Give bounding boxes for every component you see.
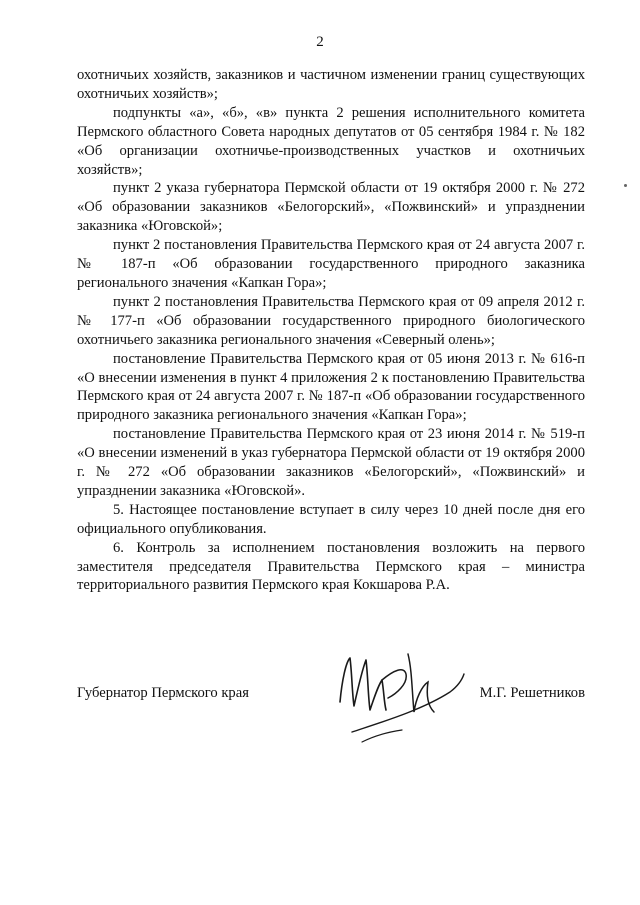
signature-block <box>77 685 585 709</box>
paragraph: пункт 2 постановления Правительства Пермского края от 24 августа 2007 г. № 187-п «Об образовании государственного природного заказника регионального значения «Капкан Гора»; <box>77 237 585 291</box>
document-body <box>77 66 585 595</box>
paragraph: пункт 2 указа губернатора Пермской области от 19 октября 2000 г. № 272 «Об образовании заказников «Белогорский», «Пожвинский» и упразднении заказника «Юговской»; <box>77 180 585 235</box>
signatory-title: Губернатор Пермского края <box>77 685 249 701</box>
paragraph: подпункты «а», «б», «в» пункта 2 решения исполнительного комитета Пермского областного Совета народных депутатов от 05 сентября 1984 г. № 182 «Об организации охотничье-производственных участков и охотничьих хозяйств»; <box>77 104 585 178</box>
page-number: 2 <box>316 34 324 50</box>
paragraph: постановление Правительства Пермского края от 05 июня 2013 г. № 616-п «О внесении изменения в пункт 4 приложения 2 к постановлению Правительства Пермского края от 24 августа 2007 г. № 187-п «Об образовании государственного природного заказника регионального значения «Капкан Гора»; <box>77 350 585 424</box>
margin-dot <box>624 184 627 187</box>
paragraph: 6. Контроль за исполнением постановления возложить на первого заместителя председателя Правительства Пермского края – министра территориального развития Пермского края Кокшарова Р.А. <box>77 539 585 594</box>
paragraph: пункт 2 постановления Правительства Пермского края от 09 апреля 2012 г. № 177-п «Об образовании государственного природного биологического охотничьего заказника регионального значения «Северный олень»; <box>77 293 585 348</box>
paragraph: охотничьих хозяйств, заказников и частичном изменении границ существующих охотничьих хозяйств»; <box>77 67 585 102</box>
paragraph: 5. Настоящее постановление вступает в силу через 10 дней после дня его официального опубликования. <box>77 501 585 537</box>
paragraph: постановление Правительства Пермского края от 23 июня 2014 г. № 519-п «О внесении изменений в указ губернатора Пермской области от 19 октября 2000 г. № 272 «Об образовании заказников «Белогорский», «Пожвинский» и упразднении заказника «Юговской». <box>77 426 585 499</box>
signatory-name: М.Г. Решетников <box>479 685 585 701</box>
